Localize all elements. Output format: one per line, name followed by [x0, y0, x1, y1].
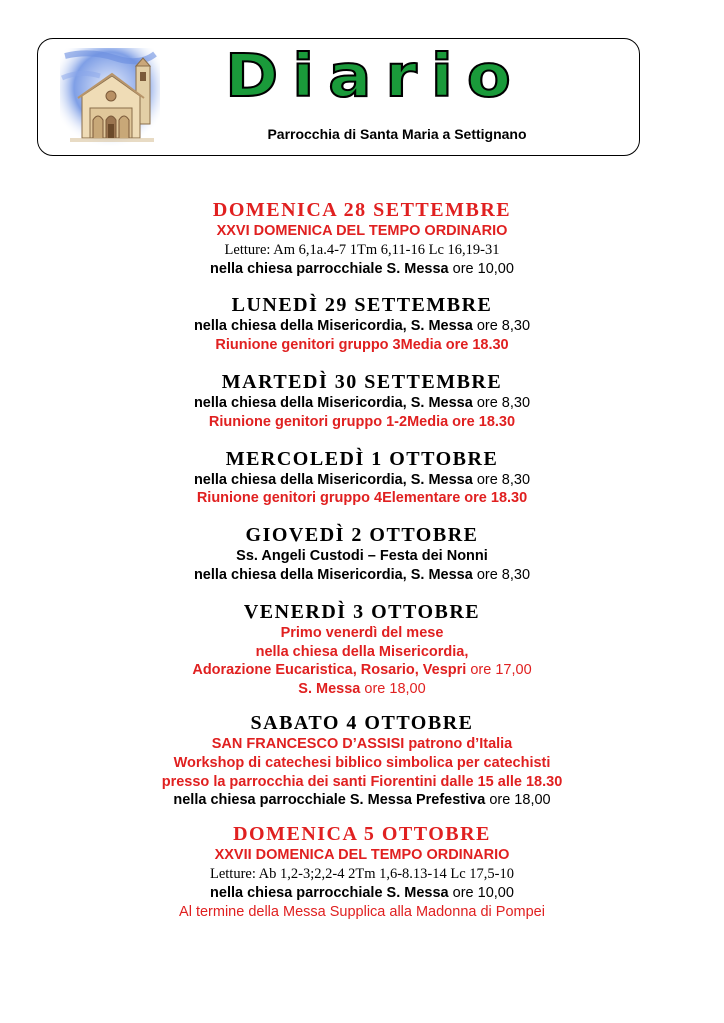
event-text: Letture: Am 6,1a.4-7 1Tm 6,11-16 Lc 16,19-31: [224, 241, 500, 258]
event-line: [0, 735, 724, 754]
event-text: XXVI DOMENICA DEL TEMPO ORDINARIO: [216, 223, 508, 239]
day-title: MERCOLEDÌ 1 OTTOBRE: [225, 447, 499, 470]
event-text: ore 18,00: [485, 792, 551, 809]
event-line: [0, 773, 724, 792]
event-line: [0, 471, 724, 490]
day-title: DOMENICA 28 SETTEMBRE: [212, 199, 512, 221]
event-line: [0, 336, 724, 355]
day-entry: [0, 293, 724, 355]
event-line: [0, 643, 724, 662]
event-text: Workshop di catechesi biblico simbolica per catechisti: [173, 754, 551, 771]
event-text: ore 8,30: [472, 471, 531, 488]
diary-entries: [0, 198, 724, 921]
event-text: nella chiesa della Misericordia, S. Messa: [193, 566, 473, 583]
event-text: S. Messa: [298, 681, 361, 698]
event-text: nella chiesa della Misericordia,: [255, 643, 469, 660]
event-text: Letture: Ab 1,2-3;2,2-4 2Tm 1,6-8.13-14 Lc 17,5-10: [209, 865, 515, 882]
diario-logo: [184, 48, 566, 112]
event-text: nella chiesa della Misericordia, S. Messa: [193, 394, 473, 411]
event-text: Adorazione Eucaristica, Rosario, Vespri: [192, 662, 467, 679]
day-entry: [0, 370, 724, 432]
day-entry: [0, 822, 724, 921]
event-line: [0, 489, 724, 508]
day-entry: [0, 600, 724, 699]
event-line: [0, 317, 724, 336]
event-line: [0, 661, 724, 680]
event-line: [0, 222, 724, 241]
day-title: LUNEDÌ 29 SETTEMBRE: [231, 294, 493, 317]
event-text: ore 10,00: [448, 884, 514, 901]
event-text: nella chiesa parrocchiale S. Messa: [210, 884, 449, 901]
day-title: GIOVEDÌ 2 OTTOBRE: [245, 524, 479, 547]
event-text: Ss. Angeli Custodi – Festa dei Nonni: [236, 548, 488, 565]
event-text: Riunione genitori gruppo 3Media ore 18.30: [215, 337, 509, 354]
event-line: [0, 884, 724, 903]
event-line: [0, 260, 724, 279]
event-line: [0, 791, 724, 810]
event-text: XXVII DOMENICA DEL TEMPO ORDINARIO: [214, 847, 510, 864]
logo-text: Diario: [225, 48, 525, 111]
event-line: [0, 547, 724, 566]
readings-line: [0, 865, 724, 884]
day-entry: [0, 447, 724, 509]
day-title: DOMENICA 5 OTTOBRE: [233, 823, 491, 846]
day-entry: [0, 523, 724, 585]
event-text: SAN FRANCESCO D’ASSISI patrono d’Italia: [211, 735, 513, 752]
event-text: presso la parrocchia dei santi Fiorentini dalle 15 alle 18.30: [161, 773, 563, 790]
event-line: [0, 394, 724, 413]
readings-line: [0, 241, 724, 260]
event-line: [0, 624, 724, 643]
event-line: [0, 566, 724, 585]
church-illustration: [60, 48, 160, 148]
event-text: nella chiesa parrocchiale S. Messa Prefestiva: [173, 792, 486, 809]
event-text: Primo venerdì del mese: [280, 624, 444, 641]
event-text: ore 10,00: [448, 260, 514, 277]
day-title: VENERDÌ 3 OTTOBRE: [243, 600, 481, 623]
event-text: ore 8,30: [472, 566, 531, 583]
event-line: [0, 680, 724, 699]
day-title: MARTEDÌ 30 SETTEMBRE: [221, 370, 503, 393]
event-text: nella chiesa della Misericordia, S. Messa: [193, 318, 473, 335]
event-text: ore 8,30: [472, 394, 531, 411]
event-text: Riunione genitori gruppo 1-2Media ore 18.30: [208, 413, 516, 430]
event-line: [0, 754, 724, 773]
event-text: Riunione genitori gruppo 4Elementare ore 18.30: [196, 490, 528, 507]
event-text: ore 8,30: [472, 318, 531, 335]
event-text: nella chiesa parrocchiale S. Messa: [210, 260, 449, 277]
day-entry: [0, 198, 724, 278]
event-line: [0, 903, 724, 922]
day-entry: [0, 711, 724, 810]
event-text: ore 17,00: [466, 662, 532, 679]
event-text: nella chiesa della Misericordia, S. Messa: [193, 471, 473, 488]
event-line: [0, 846, 724, 865]
day-title: SABATO 4 OTTOBRE: [250, 711, 474, 734]
event-text: Al termine della Messa Supplica alla Madonna di Pompei: [179, 903, 545, 920]
parish-name: Parrocchia di Santa Maria a Settignano: [267, 126, 527, 142]
event-text: ore 18,00: [360, 681, 426, 698]
event-line: [0, 413, 724, 432]
